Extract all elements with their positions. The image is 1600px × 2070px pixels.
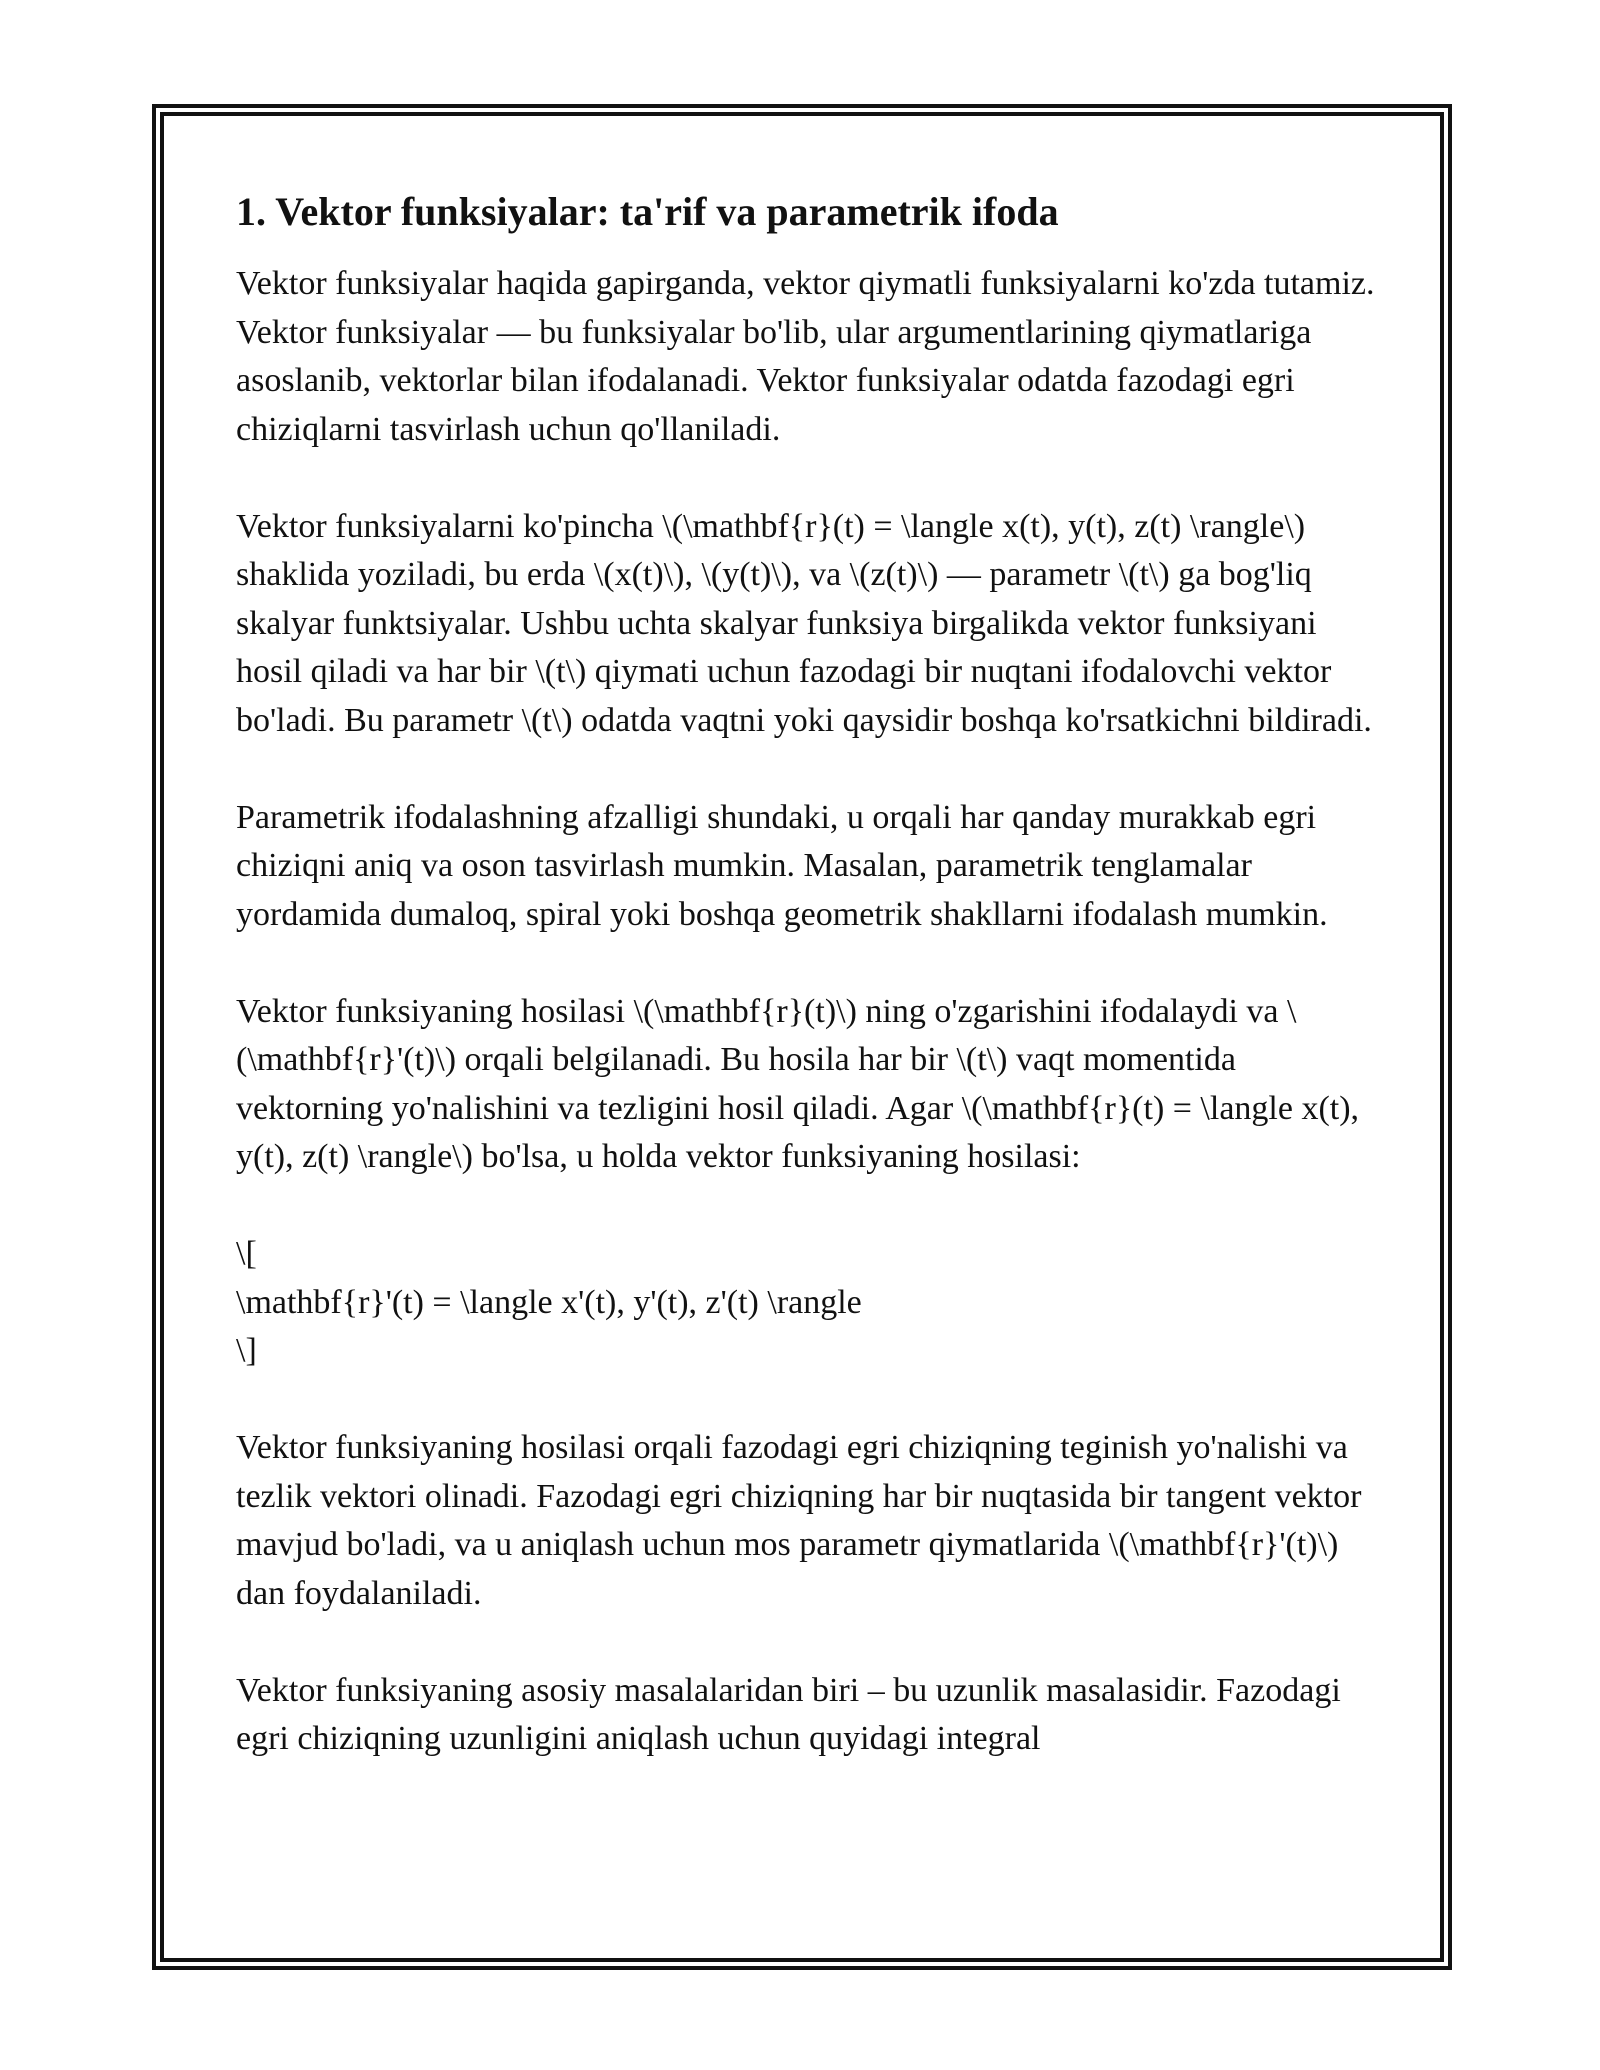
section-heading: 1. Vektor funksiyalar: ta'rif va parametrik ifoda xyxy=(236,189,1059,234)
equation-body: \mathbf{r}'(t) = \langle x'(t), y'(t), z'(t) \rangle xyxy=(236,1283,862,1321)
paragraph-advantage: Parametrik ifodalashning afzalligi shundaki, u orqali har qanday murakkab egri chiziqni aniq va oson tasvirlash mumkin. Masalan, parametrik tenglamalar yordamida dumaloq, spiral yoki boshqa geometrik shakllarni ifodalash mumkin. xyxy=(236,798,1328,933)
display-equation xyxy=(236,1230,1376,1376)
paragraph-tangent: Vektor funksiyaning hosilasi orqali fazodagi egri chiziqning teginish yo'nalishi va tezlik vektori olinadi. Fazodagi egri chiziqning har bir nuqtasida bir tangent vektor mavjud bo'ladi, va u aniqlash uchun mos parametr qiymatlarida \(\mathbf{r}'(t)\) dan foydalaniladi. xyxy=(236,1429,1362,1612)
paragraph-definition: Vektor funksiyalar haqida gapirganda, vektor qiymatli funksiyalarni ko'zda tutamiz. Vektor funksiyalar — bu funksiyalar bo'lib, ular argumentlarining qiymatlariga asoslanib, vektorlar bilan ifodalanadi. Vektor funksiyalar odatda fazodagi egri chiziqlarni tasvirlash uchun qo'llaniladi. xyxy=(236,265,1375,448)
paragraph-derivative: Vektor funksiyaning hosilasi \(\mathbf{r}(t)\) ning o'zgarishini ifodalaydi va \(\mathbf{r}'(t)\) orqali belgilanadi. Bu hosila har bir \(t\) vaqt momentida vektorning yo'nalishini va tezligini hosil qiladi. Agar \(\mathbf{r}(t) = \langle x(t), y(t), z(t) \rangle\) bo'lsa, u holda vektor funksiyaning hosilasi: xyxy=(236,992,1360,1175)
paragraph-arc-length: Vektor funksiyaning asosiy masalalaridan biri – bu uzunlik masalasidir. Fazodagi egri chiziqning uzunligini aniqlash uchun quyidagi integral xyxy=(236,1671,1341,1757)
document-body xyxy=(236,186,1376,1812)
equation-close: \] xyxy=(236,1332,257,1369)
paragraph-notation: Vektor funksiyalarni ko'pincha \(\mathbf{r}(t) = \langle x(t), y(t), z(t) \rangle\) shaklida yoziladi, bu erda \(x(t)\), \(y(t)\), va \(z(t)\) — parametr \(t\) ga bog'liq skalyar funktsiyalar. Ushbu uchta skalyar funksiya birgalikda vektor funksiyani hosil qiladi va har bir \(t\) qiymati uchun fazodagi bir nuqtani ifodalovchi vektor bo'ladi. Bu parametr \(t\) odatda vaqtni yoki qaysidir boshqa ko'rsatkichni bildiradi. xyxy=(236,507,1372,739)
equation-open: \[ xyxy=(236,1235,257,1272)
